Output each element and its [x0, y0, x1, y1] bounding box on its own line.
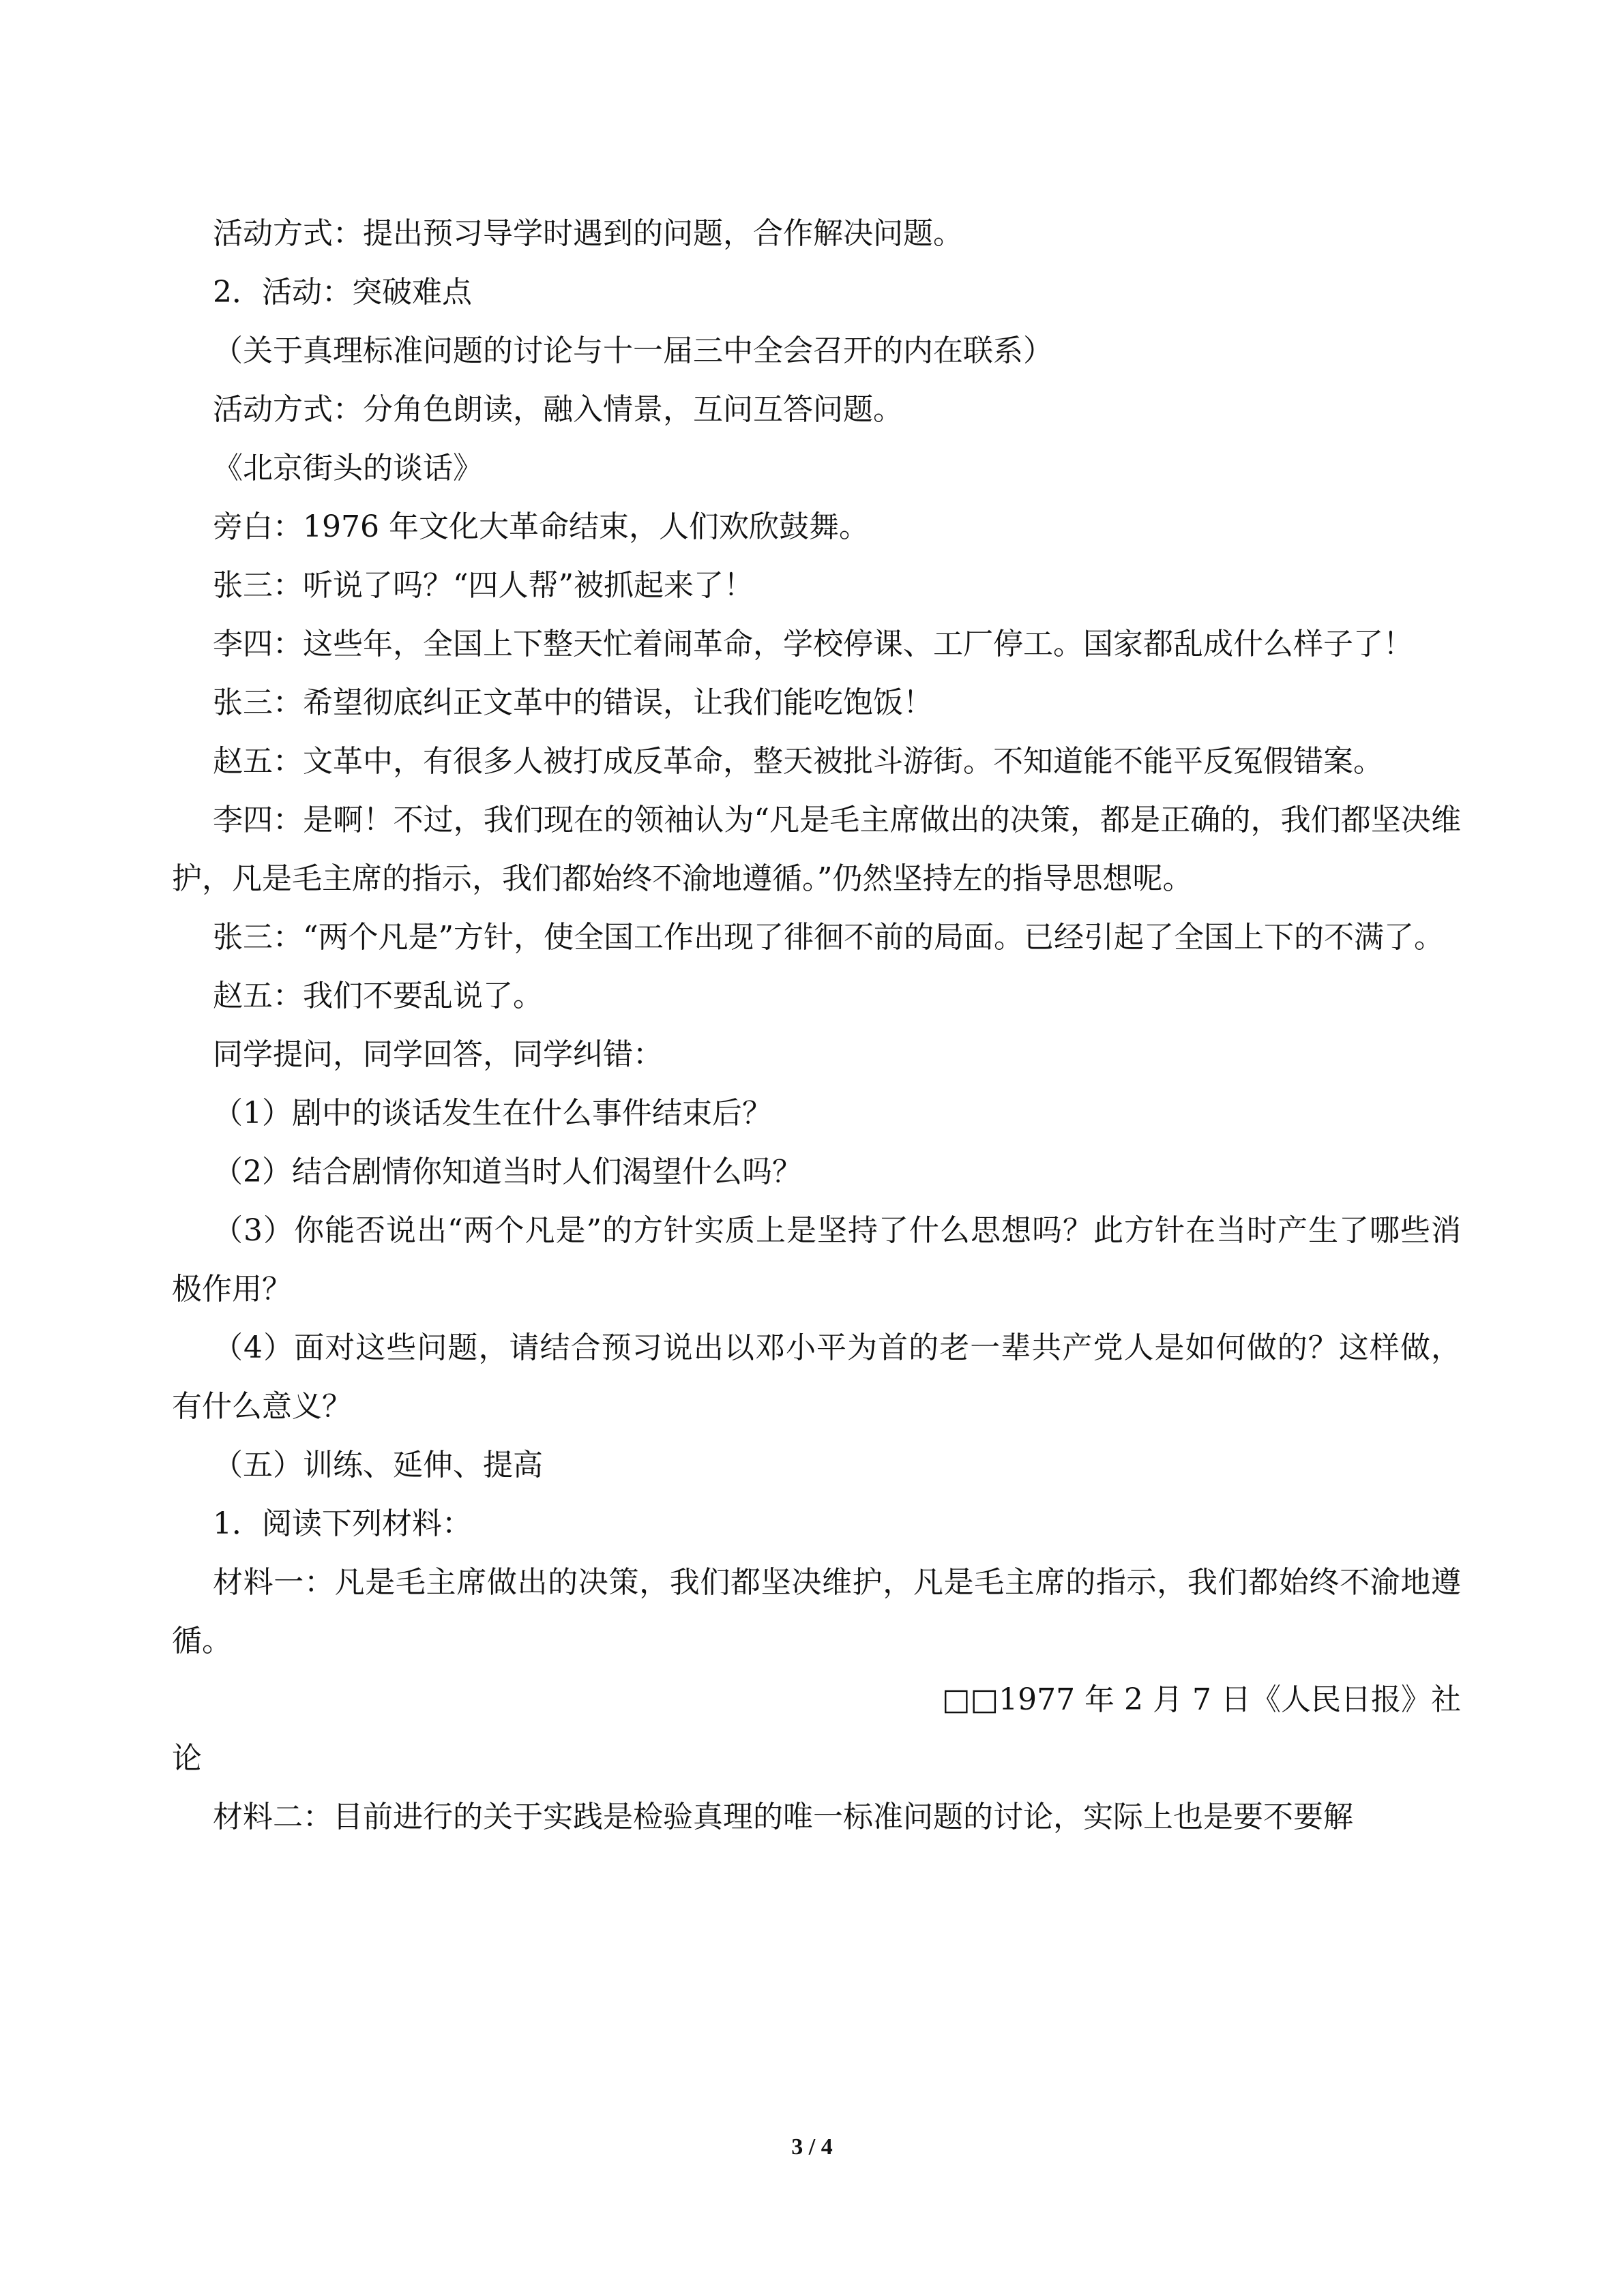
paragraph: 1．阅读下列材料： [213, 1506, 472, 1541]
paragraph: 赵五：文革中，有很多人被打成反革命，整天被批斗游街。不知道能不能平反冤假错案。 [213, 744, 1383, 779]
material-source: □□1977 年 2 月 7 日《人民日报》社 [941, 1682, 1461, 1717]
paragraph: 张三：希望彻底纠正文革中的错误，让我们能吃饱饭！ [213, 685, 933, 720]
paragraph: 2．活动：突破难点 [213, 275, 472, 310]
paragraph: 活动方式：分角色朗读，融入情景，互问互答问题。 [213, 392, 903, 427]
paragraph: 活动方式：提出预习导学时遇到的问题，合作解决问题。 [213, 216, 963, 251]
question-item: （4）面对这些问题，请结合预习说出以邓小平为首的老一辈共产党人是如何做的？这样做，有什么意义？ [172, 1330, 1461, 1424]
paragraph: 张三：“两个凡是”方针，使全国工作出现了徘徊不前的局面。已经引起了全国上下的不满了。 [213, 920, 1444, 955]
paragraph: 张三：听说了吗？“四人帮”被抓起来了！ [213, 568, 754, 603]
question-item: （2）结合剧情你知道当时人们渴望什么吗？ [213, 1154, 802, 1189]
paragraph: 赵五：我们不要乱说了。 [213, 979, 543, 1013]
page-body [172, 205, 1461, 1847]
material-source-continued: 论 [172, 1741, 202, 1776]
material-quote: 材料一：凡是毛主席做出的决策，我们都坚决维护，凡是毛主席的指示，我们都始终不渝地遵循。 [172, 1565, 1461, 1658]
paragraph: 李四：是啊！不过，我们现在的领袖认为“凡是毛主席做出的决策，都是正确的，我们都坚决维护，凡是毛主席的指示，我们都始终不渝地遵循。”仍然坚持左的指导思想呢。 [172, 803, 1461, 896]
question-item: （3）你能否说出“两个凡是”的方针实质上是坚持了什么思想吗？此方针在当时产生了哪些消极作用？ [172, 1213, 1461, 1307]
question-item: （1）剧中的谈话发生在什么事件结束后？ [213, 1096, 772, 1131]
paragraph: 李四：这些年，全国上下整天忙着闹革命，学校停课、工厂停工。国家都乱成什么样子了！ [213, 627, 1413, 661]
page-number: 3 / 4 [791, 2134, 833, 2160]
paragraph: 《北京街头的谈话》 [213, 451, 483, 486]
paragraph: （关于真理标准问题的讨论与十一届三中全会召开的内在联系） [213, 333, 1053, 368]
material-quote: 材料二：目前进行的关于实践是检验真理的唯一标准问题的讨论，实际上也是要不要解 [213, 1800, 1353, 1834]
paragraph: 旁白：1976 年文化大革命结束，人们欢欣鼓舞。 [213, 509, 869, 544]
paragraph: 同学提问，同学回答，同学纠错： [213, 1037, 663, 1072]
section-heading: （五）训练、延伸、提高 [213, 1448, 543, 1482]
